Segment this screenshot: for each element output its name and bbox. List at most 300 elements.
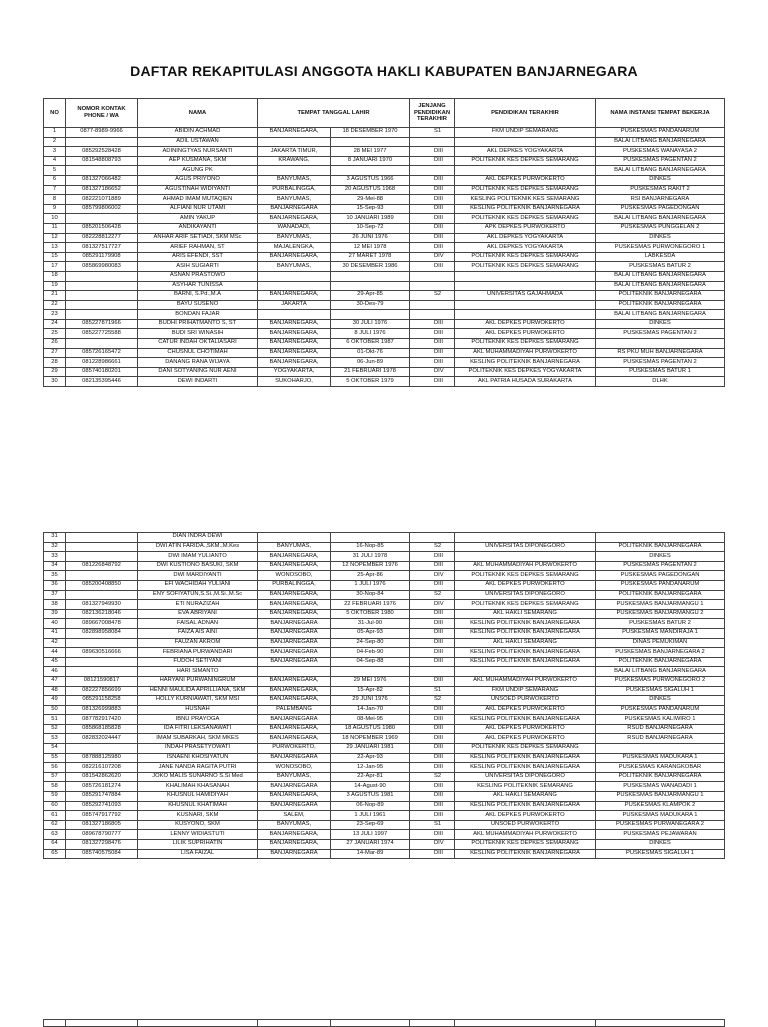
table-header-row: [44, 99, 725, 128]
header-birth: TEMPAT TANGGAL LAHIR: [258, 99, 410, 128]
cell-birth-place: [258, 166, 331, 176]
cell-birth-date: 29 JANUARI 1981: [331, 744, 410, 754]
cell-education: KESLING POLITEKNIK BANJARNEGARA: [455, 763, 596, 773]
cell-education-level: DIII: [410, 204, 455, 214]
cell-no: 51: [44, 715, 66, 725]
header-contact: NOMOR KONTAK PHONE / WA: [66, 99, 138, 128]
cell-workplace: PUSKESMAS PUNGGELAN 2: [596, 223, 725, 233]
cell-education: KESLING POLITEKNIK BANJARNEGARA: [455, 715, 596, 725]
cell-contact: 082832024447: [66, 734, 138, 744]
cell-workplace: [596, 339, 725, 349]
member-table-page-1: [43, 98, 725, 387]
cell-education: UNIVERSITAS DIPONEGORO: [455, 542, 596, 552]
cell-education-level: DIII: [410, 561, 455, 571]
cell-name: DWI KUSTIONO BASUKI, SKM: [138, 561, 258, 571]
cell-contact: 085291158258: [66, 696, 138, 706]
cell-birth-place: KRAWANG,: [258, 156, 331, 166]
table-row: [44, 319, 725, 329]
cell-birth-date: 10-Sep-72: [331, 223, 410, 233]
cell-workplace: PUSKESMAS PURWONEGORO 1: [596, 243, 725, 253]
cell-birth-date: 25-Apr-86: [331, 571, 410, 581]
cell-workplace: POLITEKNIK BANJARNEGARA: [596, 291, 725, 301]
cell-name: AGUS PRIYONO: [138, 175, 258, 185]
table-row: [44, 128, 725, 138]
cell-education-level: DIII: [410, 214, 455, 224]
cell-name: LISA FAIZAL: [138, 849, 258, 859]
cell-name: BUDI SRI WINASIH: [138, 329, 258, 339]
cell-education-level: DIII: [410, 801, 455, 811]
cell-name: ANHAR ARIF SETIADI, SKM MSc: [138, 233, 258, 243]
cell-contact: 082216107208: [66, 763, 138, 773]
cell-contact: 085747917792: [66, 811, 138, 821]
cell-birth-place: [258, 281, 331, 291]
cell-education-level: DIII: [410, 580, 455, 590]
cell-education-level: DIII: [410, 329, 455, 339]
cell-no: 21: [44, 291, 66, 301]
cell-education: [455, 300, 596, 310]
cell-birth-place: BANYUMAS,: [258, 262, 331, 272]
cell-contact: [66, 533, 138, 543]
cell-birth-date: 15-Sep-93: [331, 204, 410, 214]
cell-birth-place: BANYUMAS,: [258, 233, 331, 243]
cell-contact: [66, 667, 138, 677]
table-row: [44, 753, 725, 763]
cell-education: POLITEKNIK KES DEPKES SEMARANG: [455, 571, 596, 581]
table-row: [44, 214, 725, 224]
cell-contact: 085726165472: [66, 348, 138, 358]
cell-birth-date: 31-Jul-90: [331, 619, 410, 629]
cell-workplace: RS PKU MUH BANJARNEGARA: [596, 348, 725, 358]
cell-birth-date: 29 MEI 1976: [331, 676, 410, 686]
header-name: NAMA: [138, 99, 258, 128]
cell-birth-place: BANJARNEGARA: [258, 648, 331, 658]
cell-no: 44: [44, 648, 66, 658]
table-row: [44, 830, 725, 840]
cell-education: [455, 137, 596, 147]
cell-education: KESLING POLITEKNIK BANJARNEGARA: [455, 358, 596, 368]
cell-birth-place: BANJARNEGARA,: [258, 214, 331, 224]
cell-no: 65: [44, 849, 66, 859]
cell-birth-place: BANJARNEGARA,: [258, 696, 331, 706]
cell-birth-date: 6 OKTOBER 1987: [331, 339, 410, 349]
cell-birth-date: 20 AGUSTUS 1968: [331, 185, 410, 195]
cell-workplace: DINKES: [596, 233, 725, 243]
cell-education: APK DEPKES PURWOKERTO: [455, 223, 596, 233]
table-row: [44, 252, 725, 262]
table-row: [44, 657, 725, 667]
table-row: [44, 686, 725, 696]
cell-no: 36: [44, 580, 66, 590]
cell-name: ASIH SUGIARTI: [138, 262, 258, 272]
cell-birth-date: [331, 667, 410, 677]
cell-contact: 081327066482: [66, 175, 138, 185]
cell-contact: 089630516666: [66, 648, 138, 658]
cell-no: 61: [44, 811, 66, 821]
table-row: [44, 137, 725, 147]
cell-contact: 082898958084: [66, 628, 138, 638]
table-row: [44, 811, 725, 821]
cell-education-level: DIII: [410, 744, 455, 754]
table-row: [44, 348, 725, 358]
cell-no: 4: [44, 156, 66, 166]
cell-contact: [66, 657, 138, 667]
cell-no: 57: [44, 772, 66, 782]
table-row: [44, 552, 725, 562]
cell-birth-date: [331, 281, 410, 291]
member-table-page-3-edge: [43, 1019, 725, 1027]
cell-birth-date: 22-Apr-81: [331, 772, 410, 782]
cell-contact: [66, 137, 138, 147]
cell-name: CATUR INDAH OKTALIASARI: [138, 339, 258, 349]
cell-education-level: DIV: [410, 840, 455, 850]
cell-education-level: [410, 300, 455, 310]
cell-birth-place: BANYUMAS,: [258, 542, 331, 552]
cell-education-level: [410, 137, 455, 147]
cell-workplace: DINKES: [596, 175, 725, 185]
cell-birth-place: BANJARNEGARA: [258, 657, 331, 667]
cell-no: 56: [44, 763, 66, 773]
cell-contact: 081228986661: [66, 358, 138, 368]
cell-birth-date: 8 JANUARI 1970: [331, 156, 410, 166]
cell-birth-date: [331, 137, 410, 147]
cell-no: 39: [44, 609, 66, 619]
cell-contact: 085726181274: [66, 782, 138, 792]
cell-name: ASYHAR TUNISSA: [138, 281, 258, 291]
cell-birth-date: 14-Jan-70: [331, 705, 410, 715]
cell-education-level: DIII: [410, 782, 455, 792]
cell-workplace: PUSKESMAS MADUKARA 1: [596, 753, 725, 763]
cell-workplace: PUSKESMAS PURWANEGARA 2: [596, 820, 725, 830]
cell-birth-date: 15-Apr-82: [331, 686, 410, 696]
cell-education-level: S2: [410, 696, 455, 706]
cell-contact: 085869980083: [66, 262, 138, 272]
cell-birth-date: 05-Apr-93: [331, 628, 410, 638]
cell-birth-place: [258, 533, 331, 543]
cell-contact: [66, 638, 138, 648]
table-row: [44, 638, 725, 648]
cell-name: IMAM SUBARKAH, SKM MKES: [138, 734, 258, 744]
cell-name: AGUSTINAH WIDIYANTI: [138, 185, 258, 195]
cell-birth-date: 13 JULI 1997: [331, 830, 410, 840]
cell-no: 50: [44, 705, 66, 715]
cell-no: 12: [44, 233, 66, 243]
cell-education: POLITEKNIK KES DEPKES SEMARANG: [455, 262, 596, 272]
cell-name: BUDHI PRIHATMANTO S, ST: [138, 319, 258, 329]
cell-education: POLITEKNIK KES DEPKES SEMARANG: [455, 339, 596, 349]
table-row: [44, 358, 725, 368]
cell-birth-place: BANJARNEGARA,: [258, 348, 331, 358]
cell-education-level: S2: [410, 772, 455, 782]
cell-contact: [66, 744, 138, 754]
cell-education-level: DIII: [410, 830, 455, 840]
cell-name: EVA ABRIYANI: [138, 609, 258, 619]
cell-birth-place: BANJARNEGARA: [258, 801, 331, 811]
table-row: [44, 147, 725, 157]
cell-no: 13: [44, 243, 66, 253]
cell-birth-place: PURBALINGGA,: [258, 580, 331, 590]
cell-contact: [66, 542, 138, 552]
cell-workplace: POLITEKNIK BANJARNEGARA: [596, 590, 725, 600]
cell-birth-date: 21 FEBRUARI 1978: [331, 367, 410, 377]
table-row: [44, 377, 725, 387]
cell-education-level: S2: [410, 542, 455, 552]
cell-education: KESLING POLITEKNIK BANJARNEGARA: [455, 628, 596, 638]
cell-education: AKL HAKLI SEMARANG: [455, 638, 596, 648]
cell-education: POLITEKNIK KES DEPKES SEMARANG: [455, 185, 596, 195]
cell-contact: [66, 590, 138, 600]
table-row: [44, 648, 725, 658]
cell-name: KHALIMAH KHASANAH: [138, 782, 258, 792]
table-row: [44, 744, 725, 754]
table-row: [44, 619, 725, 629]
cell-education: [455, 667, 596, 677]
cell-birth-date: 26 JUNI 1976: [331, 233, 410, 243]
cell-birth-date: [331, 271, 410, 281]
cell-education-level: DIII: [410, 319, 455, 329]
cell-name: KHUSNUL KHATIMAH: [138, 801, 258, 811]
cell-birth-place: BANJARNEGARA,: [258, 724, 331, 734]
cell-education: AKL HAKLI SEMARANG: [455, 609, 596, 619]
cell-birth-date: 01-Okt-76: [331, 348, 410, 358]
cell-name: IBNU PRAYOGA: [138, 715, 258, 725]
cell-name: ETI NURAZIZAH: [138, 600, 258, 610]
cell-birth-place: BANJARNEGARA,: [258, 609, 331, 619]
cell-birth-place: [258, 667, 331, 677]
cell-contact: 089667008478: [66, 619, 138, 629]
cell-contact: [66, 552, 138, 562]
cell-education-level: S1: [410, 128, 455, 138]
table-row: [44, 166, 725, 176]
cell-birth-place: JAKARTA: [258, 300, 331, 310]
table-row: [44, 1020, 725, 1027]
cell-education: POLITEKNIK KES DEPKES SEMARANG: [455, 600, 596, 610]
cell-no: 31: [44, 533, 66, 543]
cell-birth-place: BANJARNEGARA,: [258, 676, 331, 686]
table-row: [44, 705, 725, 715]
header-education-level: JENJANG PENDIDIKAN TERAKHIR: [410, 99, 455, 128]
cell-birth-place: BANYUMAS,: [258, 772, 331, 782]
cell-education: AKL DEPKES PURWOKERTO: [455, 734, 596, 744]
cell-birth-place: BANJARNEGARA,: [258, 561, 331, 571]
cell-no: 53: [44, 734, 66, 744]
cell-contact: 082135395446: [66, 377, 138, 387]
cell-education-level: DIII: [410, 657, 455, 667]
cell-contact: 081327949930: [66, 600, 138, 610]
cell-birth-date: 18 AGUSTUS 1980: [331, 724, 410, 734]
table-row: [44, 696, 725, 706]
cell-education-level: DIII: [410, 175, 455, 185]
cell-name: ANDIKAYANTI: [138, 223, 258, 233]
cell-education: [455, 310, 596, 320]
cell-workplace: PUSKESMAS PAGEDONGAN: [596, 571, 725, 581]
cell-education-level: DIII: [410, 724, 455, 734]
cell-birth-date: 14-Agust-90: [331, 782, 410, 792]
cell-contact: 082221071889: [66, 195, 138, 205]
cell-name: JOKO MALIS SUNARNO S.Si Med: [138, 772, 258, 782]
cell-education-level: DIV: [410, 600, 455, 610]
cell-name: FEBRIANA PURWANDARI: [138, 648, 258, 658]
cell-workplace: BALAI LITBANG BANJARNEGARA: [596, 271, 725, 281]
cell-birth-place: BANJARNEGARA,: [258, 792, 331, 802]
cell-no: 28: [44, 358, 66, 368]
cell-birth-date: 1 JULI 1961: [331, 811, 410, 821]
cell-name: ARIEF RAHMAN, ST: [138, 243, 258, 253]
cell-birth-place: WONOSOBO,: [258, 571, 331, 581]
cell-no: 58: [44, 782, 66, 792]
cell-education-level: [410, 271, 455, 281]
cell-birth-date: 18 DESEMBER 1970: [331, 128, 410, 138]
table-row: [44, 300, 725, 310]
cell-education-level: DIII: [410, 811, 455, 821]
cell-education-level: [410, 310, 455, 320]
cell-workplace: PUSKESMAS BANJARMANGU 1: [596, 792, 725, 802]
cell-no: 1: [44, 128, 66, 138]
cell-birth-place: BANJARNEGARA,: [258, 358, 331, 368]
table-row: [44, 849, 725, 859]
cell-workplace: POLITEKNIK BANJARNEGARA: [596, 772, 725, 782]
table-row: [44, 367, 725, 377]
cell-contact: [66, 310, 138, 320]
cell-workplace: PUSKESMAS WANADADI 1: [596, 782, 725, 792]
cell-education: POLITEKNIK KES DEPKES SEMARANG: [455, 840, 596, 850]
cell-education: POLITEKNIK KES DEPKES SEMARANG: [455, 156, 596, 166]
cell-education: POLITEKNIK KES DEPKES SEMARANG: [455, 252, 596, 262]
cell-education: AKL DEPKES PURWOKERTO: [455, 319, 596, 329]
cell-name: ENY SOFIYATUN,S.Si.,M.Si.,M.Sc: [138, 590, 258, 600]
cell-contact: [66, 339, 138, 349]
cell-no: 41: [44, 628, 66, 638]
cell-name: ADININGTYAS NURSANTI: [138, 147, 258, 157]
cell-education-level: S1: [410, 686, 455, 696]
table-row: [44, 271, 725, 281]
table-row: [44, 542, 725, 552]
cell-workplace: DINKES: [596, 840, 725, 850]
cell-no: 52: [44, 724, 66, 734]
cell-birth-date: 31 JULI 1978: [331, 552, 410, 562]
cell-education: KESLING POLITEKNIK BANJARNEGARA: [455, 801, 596, 811]
cell-no: 18: [44, 271, 66, 281]
cell-workplace: PUSKESMAS PAGEDONGAN: [596, 204, 725, 214]
cell-birth-place: BANJARNEGARA,: [258, 319, 331, 329]
cell-no: 64: [44, 840, 66, 850]
cell-name: BAYU SUSENO: [138, 300, 258, 310]
header-no: NO: [44, 99, 66, 128]
cell-contact: 081327517727: [66, 243, 138, 253]
cell-education: [455, 281, 596, 291]
cell-workplace: POLITEKNIK BANJARNEGARA: [596, 542, 725, 552]
cell-education: AKL DEPKES PURWOKERTO: [455, 705, 596, 715]
table-row: [44, 291, 725, 301]
cell-name: DEWI INDARTI: [138, 377, 258, 387]
cell-name: DWI ATIN FARIDA.,SKM.,M.Kes: [138, 542, 258, 552]
cell-education-level: DIII: [410, 185, 455, 195]
cell-no: 5: [44, 166, 66, 176]
cell-birth-place: [258, 310, 331, 320]
cell-education: AKL DEPKES PURWOKERTO: [455, 175, 596, 185]
cell-birth-date: [331, 166, 410, 176]
cell-name: KUSNARI, SKM: [138, 811, 258, 821]
cell-education-level: [410, 166, 455, 176]
cell-education-level: DIII: [410, 156, 455, 166]
table-row: [44, 156, 725, 166]
cell-education-level: DIII: [410, 358, 455, 368]
table-row: [44, 801, 725, 811]
cell-birth-place: BANYUMAS,: [258, 195, 331, 205]
cell-birth-place: [258, 137, 331, 147]
cell-name: AGUNG PK: [138, 166, 258, 176]
cell-workplace: PUSKESMAS PEJAWARAN: [596, 830, 725, 840]
cell-workplace: PUSKESMAS KARANGKOBAR: [596, 763, 725, 773]
cell-no: 8: [44, 195, 66, 205]
cell-contact: [66, 300, 138, 310]
cell-workplace: DINAS PEMUKIMAN: [596, 638, 725, 648]
cell-birth-date: 30 JULI 1976: [331, 319, 410, 329]
cell-workplace: PUSKESMAS PAGENTAN 2: [596, 358, 725, 368]
cell-education: KESLING POLITEKNIK BANJARNEGARA: [455, 619, 596, 629]
cell-contact: 085799806002: [66, 204, 138, 214]
cell-contact: 087888125980: [66, 753, 138, 763]
cell-no: 34: [44, 561, 66, 571]
cell-name: JANE NANDA RAGITA PUTRI: [138, 763, 258, 773]
cell-workplace: PUSKESMAS BANJARMANGU 2: [596, 609, 725, 619]
cell-education: UNSOED PURWOKERTO: [455, 820, 596, 830]
cell-workplace: BALAI LITBANG BANJARNEGARA: [596, 137, 725, 147]
table-row: [44, 281, 725, 291]
cell-workplace: POLITEKNIK BANJARNEGARA: [596, 300, 725, 310]
cell-no: 2: [44, 137, 66, 147]
cell-birth-date: 8 JULI 1976: [331, 329, 410, 339]
cell-workplace: PUSKESMAS SIGALUH 1: [596, 686, 725, 696]
cell-name: BONDAN FAJAR: [138, 310, 258, 320]
cell-name: ASNAN PRASTOWO: [138, 271, 258, 281]
cell-no: 9: [44, 204, 66, 214]
cell-birth-date: 27 MARET 1978: [331, 252, 410, 262]
table-row: [44, 571, 725, 581]
cell-contact: 087782917420: [66, 715, 138, 725]
cell-education: KESLING POLITEKNIK BANJARNEGARA: [455, 204, 596, 214]
cell-birth-place: BANJARNEGARA,: [258, 600, 331, 610]
cell-no: 48: [44, 686, 66, 696]
cell-birth-date: 27 JANUARI 1974: [331, 840, 410, 850]
cell-name: HARI SIMANTO: [138, 667, 258, 677]
cell-education: UNIVERSITAS DIPONEGORO: [455, 772, 596, 782]
cell-birth-place: BANJARNEGARA,: [258, 339, 331, 349]
cell-education: KESLING POLITEKNIK BANJARNEGARA: [455, 753, 596, 763]
cell-education: AKL PATRIA HUSADA SURAKARTA: [455, 377, 596, 387]
table-row: [44, 310, 725, 320]
cell-name: INDAH PRASETYOWATI: [138, 744, 258, 754]
cell-workplace: RSI BANJARNEGARA: [596, 195, 725, 205]
document-title: DAFTAR REKAPITULASI ANGGOTA HAKLI KABUPATEN BANJARNEGARA: [130, 63, 638, 79]
cell-workplace: PUSKESMAS WANAYASA 2: [596, 147, 725, 157]
cell-birth-place: BANJARNEGARA: [258, 782, 331, 792]
cell-birth-date: 30-Nop-84: [331, 590, 410, 600]
cell-education: UNIVERSITAS GAJAHMADA: [455, 291, 596, 301]
cell-education-level: DIII: [410, 262, 455, 272]
cell-workplace: PUSKESMAS RAKIT 2: [596, 185, 725, 195]
table-row: [44, 243, 725, 253]
cell-workplace: RSUD BANJARNEGARA: [596, 724, 725, 734]
cell-name: ADIL USTAWAN: [138, 137, 258, 147]
cell-contact: 0877-8989-9966: [66, 128, 138, 138]
cell-contact: 082228812277: [66, 233, 138, 243]
cell-birth-place: BANJARNEGARA,: [258, 686, 331, 696]
table-row: [44, 600, 725, 610]
cell-education: AKL HAKLI SEMARANG: [455, 792, 596, 802]
cell-education-level: [410, 281, 455, 291]
table-row: [44, 792, 725, 802]
cell-education-level: DIII: [410, 233, 455, 243]
